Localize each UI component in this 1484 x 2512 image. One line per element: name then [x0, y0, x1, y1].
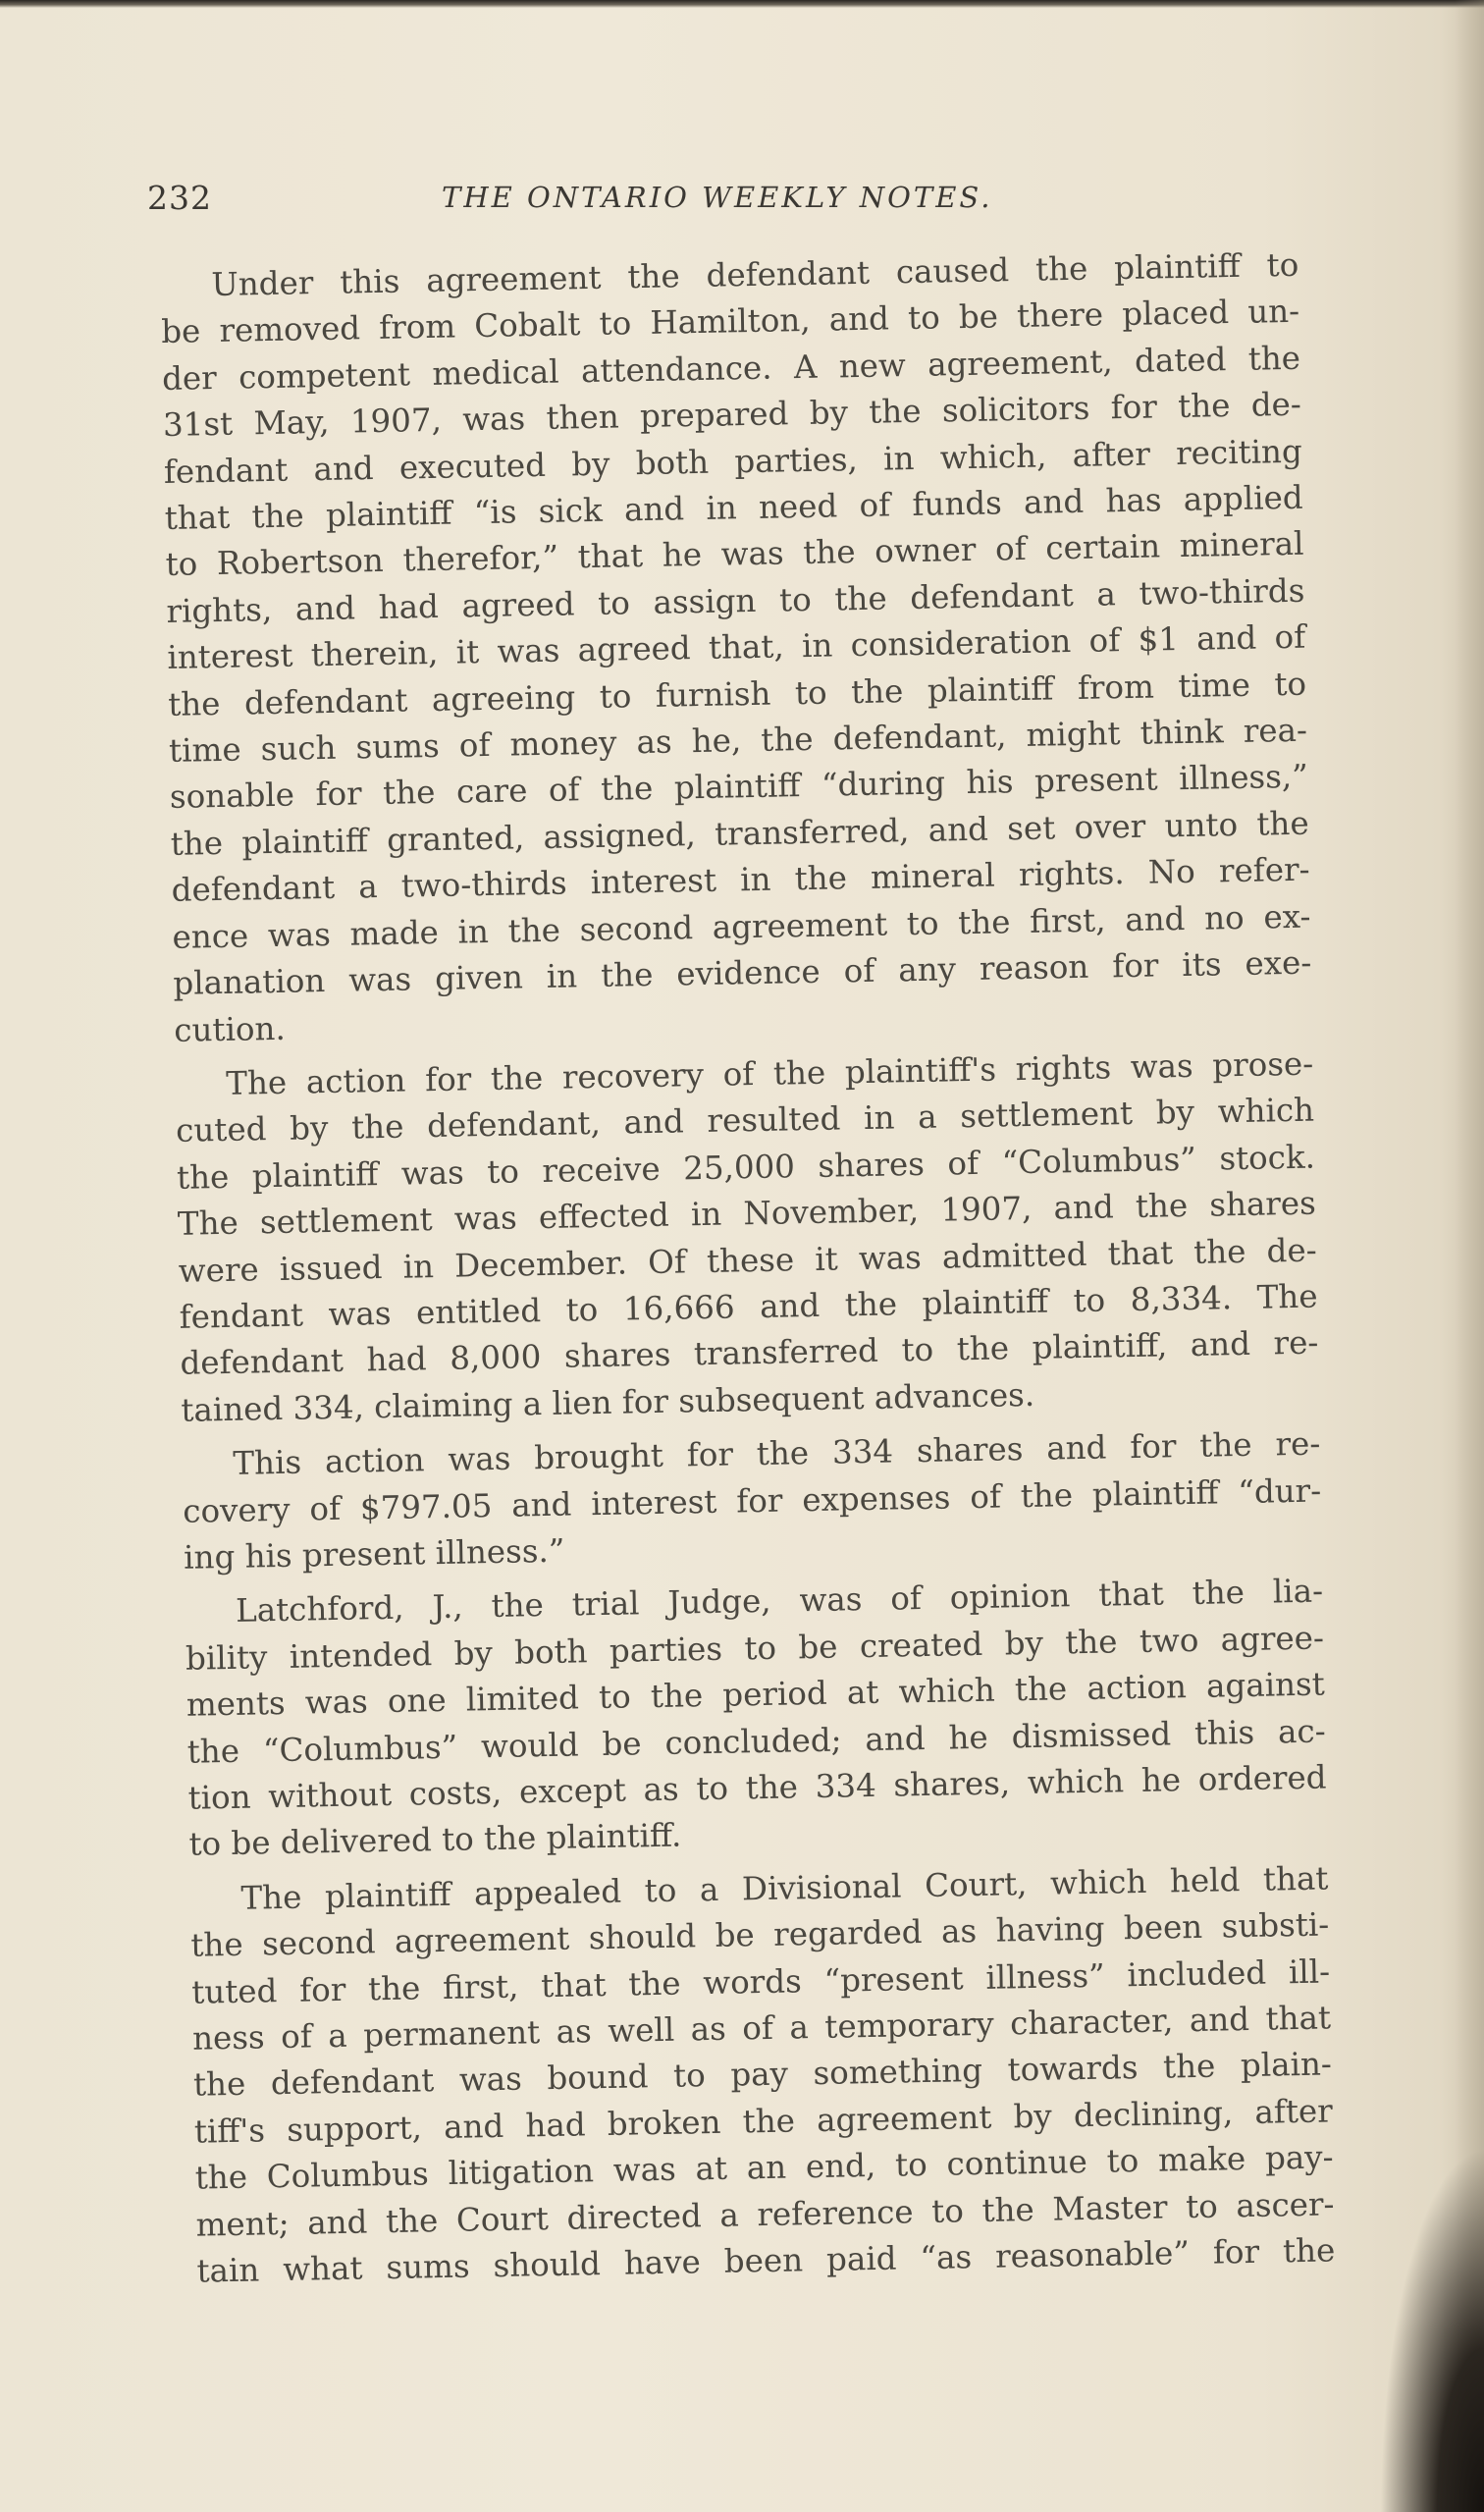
paragraph: [185, 1569, 1328, 1869]
paragraph: [160, 242, 1313, 1054]
text-line: Under this agreement the defendant caused the plaintiff to: [211, 245, 1299, 304]
paragraph: [189, 1855, 1336, 2295]
text-line: the plaintiff was to receive 25,000 shares of “Columbus” stock.: [176, 1138, 1316, 1197]
text-line: the Columbus litigation was at an end, to continue to make pay-: [194, 2138, 1334, 2197]
text-line: time such sums of money as he, the defendant, might think rea-: [168, 711, 1308, 770]
text-line: Latchford, J., the trial Judge, was of opinion that the lia-: [235, 1572, 1324, 1630]
paragraph: [175, 1042, 1320, 1434]
text-line: ment; and the Court directed a reference to the Master to ascer-: [195, 2185, 1335, 2244]
text-line: sonable for the care of the plaintiff “during his present illness,”: [169, 758, 1309, 817]
text-line: ness of a permanent as well as of a temporary character, and that: [191, 1999, 1332, 2058]
text-line: tuted for the first, that the words “present illness” included ill-: [190, 1952, 1331, 2011]
text-line: the “Columbus” would be concluded; and he dismissed this ac-: [186, 1712, 1326, 1771]
page-corner-shadow: [1366, 2100, 1484, 2512]
text-line: ments was one limited to the period at which the action against: [186, 1665, 1326, 1724]
text-line: ence was made in the second agreement to the first, and no ex-: [172, 897, 1311, 956]
text-line: the defendant agreeing to furnish to the plaintiff from time to: [167, 665, 1307, 723]
text-line: to Robertson therefor,” that he was the owner of certain mineral: [165, 525, 1304, 584]
text-line: the second agreement should be regarded as having been substi-: [190, 1905, 1330, 1964]
text-line: be removed from Cobalt to Hamilton, and to be there placed un-: [160, 293, 1300, 351]
paragraph: [182, 1421, 1322, 1581]
text-line: the defendant was bound to pay something towards the plain-: [192, 2045, 1333, 2105]
text-line: bility intended by both parties to be created by the two agree-: [185, 1619, 1325, 1678]
text-line: rights, and had agreed to assign to the defendant a two-thirds: [166, 571, 1305, 630]
body-text: [160, 242, 1336, 2295]
text-line: The plaintiff appealed to a Divisional Court, which held that: [240, 1859, 1329, 1917]
text-line: covery of $797.05 and interest for expenses of the plaintiff “dur-: [182, 1471, 1322, 1530]
text-line: the plaintiff granted, assigned, transferred, and set over unto the: [170, 804, 1309, 863]
text-line: tion without costs, except as to the 334 shares, which he ordered: [187, 1758, 1327, 1817]
text-line: were issued in December. Of these it was admitted that the de-: [178, 1231, 1317, 1290]
text-line: The action for the recovery of the plaintiff's rights was prose-: [225, 1044, 1314, 1102]
text-line: planation was given in the evidence of any reason for its exe-: [173, 943, 1312, 1002]
text-line: defendant had 8,000 shares transferred to the plaintiff, and re-: [180, 1323, 1319, 1383]
running-head: THE ONTARIO WEEKLY NOTES.: [442, 181, 993, 214]
text-line: tain what sums should have been paid “as reasonable” for the: [196, 2231, 1336, 2290]
text-line: This action was brought for the 334 shares and for the re-: [233, 1424, 1321, 1482]
text-line: tained 334, claiming a lien for subsequent advances.: [181, 1375, 1035, 1429]
text-line: 31st May, 1907, was then prepared by the solicitors for the de-: [162, 385, 1302, 445]
text-line: der competent medical attendance. A new agreement, dated the: [161, 339, 1301, 398]
page-number: 232: [147, 179, 212, 217]
page-header: [147, 179, 1305, 228]
text-line: fendant was entitled to 16,666 and the plaintiff to 8,334. The: [179, 1277, 1318, 1336]
text-line: fendant and executed by both parties, in which, after reciting: [163, 432, 1303, 491]
text-line: tiff's support, and had broken the agreement by declining, after: [193, 2092, 1334, 2151]
text-line: defendant a two-thirds interest in the mineral rights. No refer-: [171, 850, 1310, 910]
text-line: The settlement was effected in November, 1907, and the shares: [177, 1184, 1317, 1243]
text-line: ing his present illness.”: [183, 1531, 565, 1577]
text-line: cuted by the defendant, and resulted in a settlement by which: [175, 1091, 1315, 1150]
text-line: interest therein, it was agreed that, in consideration of $1 and of: [167, 617, 1306, 677]
text-line: that the plaintiff “is sick and in need of funds and has applied: [164, 478, 1303, 537]
page-top-edge: [0, 0, 1484, 8]
text-line: cution.: [173, 1009, 287, 1049]
text-line: to be delivered to the plaintiff.: [188, 1816, 682, 1864]
